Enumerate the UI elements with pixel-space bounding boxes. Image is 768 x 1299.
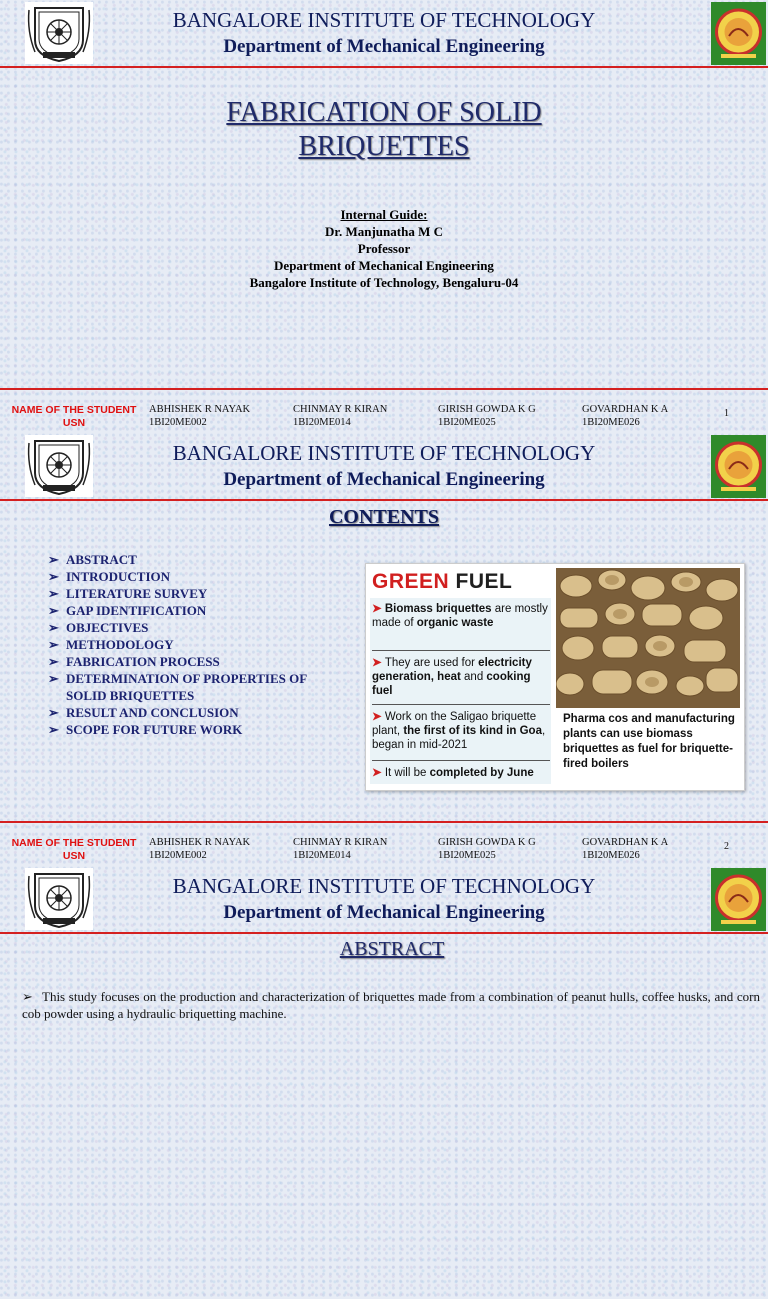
infographic-title xyxy=(372,570,512,594)
student-1 xyxy=(149,403,250,429)
abstract-heading: ABSTRACT xyxy=(339,938,445,960)
point-bold: organic waste xyxy=(416,617,494,629)
list-item-label: GAP IDENTIFICATION xyxy=(66,603,207,618)
list-item-label: DETERMINATION OF PROPERTIES OF xyxy=(66,671,308,686)
student-name: GOVARDHAN K A xyxy=(582,837,669,848)
page-number: 1 xyxy=(724,408,729,419)
list-item xyxy=(48,551,307,568)
student-name: GOVARDHAN K A xyxy=(582,404,669,415)
list-item xyxy=(48,721,307,738)
abstract-text: This study focuses on the production and characterization of briquettes made from a combination of peanut hulls, coffee husks, and corn cob powder using a hydraulic briquetting machine. xyxy=(22,989,760,1021)
student-3 xyxy=(438,836,536,862)
list-item xyxy=(48,670,307,687)
student-name: CHINMAY R KIRAN xyxy=(293,404,388,415)
point-bold: the first of its kind in Goa xyxy=(403,725,542,737)
separator xyxy=(372,650,550,651)
arrow-bullet-icon: ➢ xyxy=(48,552,59,567)
department-name: Department of Mechanical Engineering xyxy=(223,469,545,490)
green-fuel-infographic xyxy=(365,563,745,791)
point-bold: cooking fuel xyxy=(372,671,531,697)
briquettes-photo xyxy=(556,568,740,708)
student-usn: 1BI20ME025 xyxy=(438,850,496,861)
emblem-logo-icon xyxy=(711,868,766,931)
point-text: are mostly made of xyxy=(372,603,548,629)
student-usn-label: USN xyxy=(62,850,86,862)
abstract-paragraph xyxy=(22,988,760,1022)
institute-name: BANGALORE INSTITUTE OF TECHNOLOGY xyxy=(172,441,596,465)
arrow-bullet-icon: ➢ xyxy=(22,989,33,1004)
separator xyxy=(372,704,550,705)
student-name: ABHISHEK R NAYAK xyxy=(149,837,251,848)
department-name: Department of Mechanical Engineering xyxy=(223,902,545,923)
student-name-label: NAME OF THE STUDENT xyxy=(11,837,137,849)
infographic-point-1 xyxy=(372,602,550,630)
student-name: CHINMAY R KIRAN xyxy=(293,837,388,848)
student-usn: 1BI20ME026 xyxy=(582,850,640,861)
contents-list xyxy=(48,551,307,738)
infographic-point-3 xyxy=(372,710,550,752)
emblem-logo-icon xyxy=(711,2,766,65)
guide-heading: Internal Guide: xyxy=(340,207,428,222)
infographic-point-4 xyxy=(372,766,550,780)
arrow-bullet-icon: ➢ xyxy=(48,620,59,635)
list-item-label: SCOPE FOR FUTURE WORK xyxy=(66,722,243,737)
internal-guide-block xyxy=(0,206,768,291)
red-arrow-icon: ➤ xyxy=(372,767,385,779)
slide-footer xyxy=(0,388,768,433)
student-name: GIRISH GOWDA K G xyxy=(438,404,536,415)
department-name: Department of Mechanical Engineering xyxy=(223,36,545,57)
slide-header xyxy=(0,866,768,932)
guide-institute: Bangalore Institute of Technology, Bengaluru-04 xyxy=(249,275,519,290)
slide-footer xyxy=(0,821,768,866)
slide-3 xyxy=(0,866,768,1299)
list-item-label: RESULT AND CONCLUSION xyxy=(66,705,239,720)
page-number: 2 xyxy=(724,841,729,852)
student-1 xyxy=(149,836,250,862)
institute-name: BANGALORE INSTITUTE OF TECHNOLOGY xyxy=(172,8,596,32)
header-divider xyxy=(0,66,768,68)
list-item-label: INTRODUCTION xyxy=(66,569,171,584)
point-text: Work on the Saligao briquette plant, xyxy=(372,711,537,737)
slide-2 xyxy=(0,433,768,866)
point-text: It will be xyxy=(384,767,430,779)
point-text: They are used for xyxy=(384,657,479,669)
contents-heading: CONTENTS xyxy=(328,506,440,528)
student-2 xyxy=(293,836,387,862)
list-item xyxy=(48,704,307,721)
slide-header xyxy=(0,0,768,66)
list-item xyxy=(48,619,307,636)
student-usn: 1BI20ME002 xyxy=(149,417,207,428)
student-label xyxy=(4,404,144,430)
list-item xyxy=(48,568,307,585)
student-name: GIRISH GOWDA K G xyxy=(438,837,536,848)
header-divider xyxy=(0,499,768,501)
infographic-point-2 xyxy=(372,656,550,698)
guide-department: Department of Mechanical Engineering xyxy=(274,258,494,273)
student-3 xyxy=(438,403,536,429)
student-4 xyxy=(582,403,668,429)
student-usn: 1BI20ME014 xyxy=(293,417,351,428)
guide-designation: Professor xyxy=(357,241,411,256)
student-usn: 1BI20ME025 xyxy=(438,417,496,428)
arrow-bullet-icon: ➢ xyxy=(48,705,59,720)
red-arrow-icon: ➤ xyxy=(372,603,385,615)
separator xyxy=(372,760,550,761)
arrow-bullet-icon: ➢ xyxy=(48,569,59,584)
arrow-bullet-icon: ➢ xyxy=(48,654,59,669)
header-divider xyxy=(0,932,768,934)
list-item xyxy=(48,585,307,602)
point-bold: completed by June xyxy=(429,767,534,779)
list-item-label: ABSTRACT xyxy=(66,552,137,567)
emblem-logo-icon xyxy=(711,435,766,498)
list-item xyxy=(48,636,307,653)
title-line-1: FABRICATION OF SOLID xyxy=(226,97,542,128)
infographic-caption: Pharma cos and manufacturing plants can use biomass briquettes as fuel for briquette-fired boilers xyxy=(563,713,735,770)
list-item-label: LITERATURE SURVEY xyxy=(66,586,208,601)
student-label xyxy=(4,837,144,863)
point-bold: Biomass briquettes xyxy=(384,603,492,615)
point-text: , began in mid-2021 xyxy=(372,725,546,751)
point-text: and xyxy=(460,671,487,683)
list-item-label: SOLID BRIQUETTES xyxy=(66,688,195,703)
presentation-title xyxy=(0,96,768,164)
point-bold: electricity generation, heat xyxy=(372,657,532,683)
student-usn-label: USN xyxy=(62,417,86,429)
list-item-label: OBJECTIVES xyxy=(66,620,149,635)
student-name: ABHISHEK R NAYAK xyxy=(149,404,251,415)
arrow-bullet-icon: ➢ xyxy=(48,637,59,652)
student-2 xyxy=(293,403,387,429)
slide-1 xyxy=(0,0,768,433)
institute-name: BANGALORE INSTITUTE OF TECHNOLOGY xyxy=(172,874,596,898)
arrow-bullet-icon: ➢ xyxy=(48,586,59,601)
guide-name: Dr. Manjunatha M C xyxy=(325,224,443,239)
student-name-label: NAME OF THE STUDENT xyxy=(11,404,137,416)
student-usn: 1BI20ME002 xyxy=(149,850,207,861)
briquettes-image-icon xyxy=(556,568,740,708)
list-item-continuation xyxy=(48,687,307,704)
list-item-label: FABRICATION PROCESS xyxy=(66,654,220,669)
infographic-title-green: GREEN xyxy=(372,570,450,593)
list-item xyxy=(48,602,307,619)
red-arrow-icon: ➤ xyxy=(372,657,385,669)
student-usn: 1BI20ME026 xyxy=(582,417,640,428)
arrow-bullet-icon: ➢ xyxy=(48,603,59,618)
list-item xyxy=(48,653,307,670)
red-arrow-icon: ➤ xyxy=(372,711,385,723)
student-usn: 1BI20ME014 xyxy=(293,850,351,861)
arrow-bullet-icon: ➢ xyxy=(48,671,59,686)
arrow-bullet-icon: ➢ xyxy=(48,722,59,737)
infographic-title-fuel: FUEL xyxy=(455,570,513,593)
list-item-label: METHODOLOGY xyxy=(66,637,174,652)
student-4 xyxy=(582,836,668,862)
title-line-2: BRIQUETTES xyxy=(298,131,470,162)
slide-header xyxy=(0,433,768,499)
